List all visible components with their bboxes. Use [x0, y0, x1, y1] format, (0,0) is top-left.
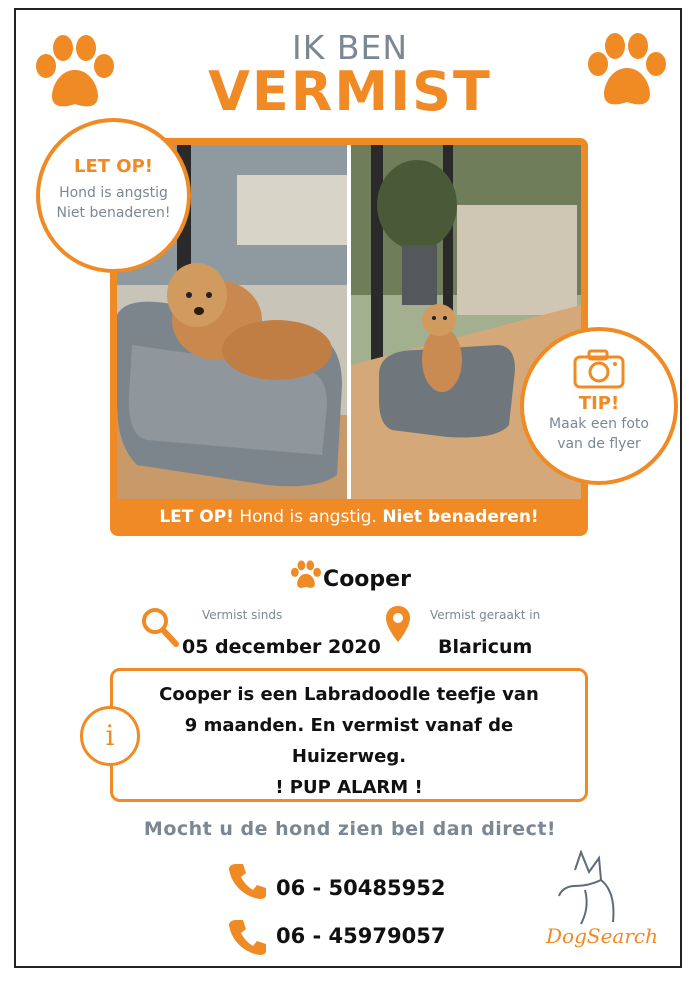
- info-icon: i: [80, 706, 140, 766]
- info-box: [110, 668, 588, 802]
- missing-since-label: Vermist sinds: [202, 608, 283, 622]
- dog-search-logo-icon: [555, 850, 645, 930]
- tip-line-2: van de flyer: [557, 436, 641, 452]
- phone-icon: [228, 860, 268, 900]
- warning-heading: LET OP!: [73, 156, 153, 177]
- info-line-1: Cooper is een Labradoodle teefje van: [159, 684, 539, 705]
- warning-line-1: Hond is angstig: [59, 185, 168, 201]
- phone-icon: [228, 916, 268, 956]
- dog-name: Cooper: [323, 567, 411, 592]
- tip-line-1: Maak een foto: [549, 416, 649, 432]
- banner-text: Hond is angstig.: [233, 507, 383, 527]
- info-line-4: ! PUP ALARM !: [275, 777, 423, 798]
- tip-heading: TIP!: [578, 393, 620, 414]
- warning-banner: [110, 499, 588, 536]
- search-icon: [140, 606, 180, 648]
- banner-emphasis: Niet benaderen!: [382, 507, 539, 527]
- camera-icon: [573, 349, 625, 389]
- paw-icon: [289, 560, 323, 590]
- info-line-2: 9 maanden. En vermist vanaf de: [184, 715, 514, 736]
- dog-name-row: [0, 560, 700, 592]
- banner-heading: LET OP!: [159, 507, 234, 527]
- location-pin-icon: [384, 604, 412, 644]
- info-line-3: Huizerweg.: [291, 746, 407, 767]
- missing-location-value: Blaricum: [438, 636, 533, 658]
- title-line-2: VERMIST: [208, 60, 492, 123]
- phone-number-1[interactable]: 06 - 50485952: [276, 876, 446, 900]
- call-instruction: Mocht u de hond zien bel dan direct!: [143, 818, 557, 840]
- brand-name: DogSearch: [546, 924, 658, 948]
- missing-location-label: Vermist geraakt in: [430, 608, 541, 622]
- warning-line-2: Niet benaderen!: [56, 205, 171, 221]
- warning-circle: [36, 118, 191, 273]
- tip-circle: [520, 327, 678, 485]
- missing-since-value: 05 december 2020: [182, 636, 381, 658]
- title-line-1: IK BEN: [291, 28, 409, 67]
- phone-number-2[interactable]: 06 - 45979057: [276, 924, 446, 948]
